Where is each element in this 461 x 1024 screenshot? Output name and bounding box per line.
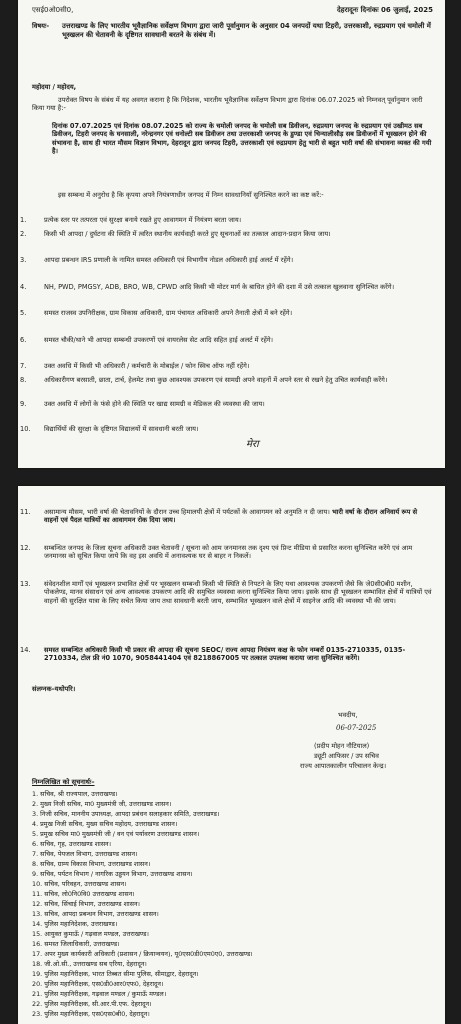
list-item: 8. सचिव, ग्राम्य विकास विभाग, उत्तराखण्ड शासन। (32, 860, 151, 868)
list-item: 1. सचिव, श्री राज्यपाल, उत्तराखण्ड। (32, 790, 118, 798)
list-item: 6. सचिव, गृह, उत्तराखण्ड शासन। (32, 840, 112, 848)
letter-page-2 (18, 486, 445, 1024)
initials-signature: मेरा (246, 439, 259, 450)
list-item: 5. प्रमुख सचिव मा0 मुख्यमंत्री जी / वन एवं पर्यावरण उत्तराखण्ड शासन। (32, 830, 200, 838)
closing: भवदीय, (338, 711, 358, 719)
list-item: 6. समस्त चौकी/थाने भी आपदा सम्बन्धी उपकरणों एवं वायरलेस सेट आदि सहित हाई अलर्ट में रहेंगे। (20, 336, 274, 344)
list-item: 17. अपर मुख्य कार्यकारी अधिकारी (प्रशासन / क्रियान्वयन), यू0एस0डी0एम0ए0, उत्तराखण्ड। (32, 950, 253, 958)
list-item: 3. निजी सचिव, माननीय उपाध्यक्ष, आपदा प्रबंधन सलाहकार समिति, उत्तराखण्ड। (32, 810, 220, 818)
list-item: 10. विद्यार्थियों की सुरक्षा के दृष्टिगत विद्यालयों में सावधानी बरती जाय। (20, 425, 199, 433)
list-item: 3. आपदा प्रबन्धन IRS प्रणाली के नामित समस्त अधिकारी एवं विभागीय नोडल अधिकारी हाई अलर्ट में रहेंगे। (20, 256, 294, 264)
list-item: 11. सचिव, लो0नि0वि0 उत्तराखण्ड शासन। (32, 890, 135, 898)
list-item: 14. समस्त सम्बन्धित अधिकारी किसी भी प्रकार की आपदा की सूचना SEOC/ राज्य आपदा नियंत्रण कक्ष के फोन नम्बरों 0135-2710335, 0135-2710334, टोल फ्री नं0 1070, 9058441404 एवं 8218867005 पर तत्काल उपलब्ध कराया जाना सुनिश्चित करेंगे। (20, 646, 406, 663)
signatory-name: (प्रदीप मोहन नौटियाल) (314, 742, 370, 750)
letter-date: देहरादूनः दिनांकः 06 जुलाई, 2025 (337, 6, 433, 14)
list-item: 2. मुख्य निजी सचिव, मा0 मुख्यमंत्री जी, उत्तराखण्ड शासन। (32, 800, 172, 808)
list-item: 5. समस्त राजस्व उपनिरीक्षक, ग्राम विकास अधिकारी, ग्राम पंचायत अधिकारी अपने तैनाती क्षेत्रों में बने रहेंगे। (20, 309, 293, 317)
list-item: 22. पुलिस महानिरीक्षक, सी.आर.पी.एफ. देहरादून। (32, 1000, 152, 1008)
salutation: महोदया / महोदय, (32, 83, 77, 91)
list-item: 9. सचिव, पर्यटन विभाग / नागरिक उड्डयन विभाग, उत्तराखण्ड शासन। (32, 870, 193, 878)
intro-paragraph: उपरोक्त विषय के संबंध में यह अवगत कराना है कि निदेशक, भारतीय भूवैज्ञानिक सर्वेक्षण विभाग द्वारा दिनांक 06.07.2025 को निम्नवत् पूर्वानुमान जारी किया गया है:- (32, 96, 423, 113)
list-item: 12. सम्बन्धित जनपद के जिला सूचना अधिकारी उक्त चेतावनी / सूचना को आम जनमानस तक दृश्य एवं प्रिन्ट मीडिया से प्रसारित करना सुनिश्चित करेंगे एवं आम जनमानस को सूचित किया जाये कि वह इस अवधि में अनावश्यक घर से बाहर न निकलें। (20, 544, 413, 561)
list-item: 20. पुलिस महानिरीक्षक, एस0डी0आर0एफ0, देहरादून। (32, 980, 164, 988)
list-item: 1. प्रत्येक स्तर पर तत्परता एवं सुरक्षा बनाये रखते हुए आवागमन में नियंत्रण बरता जाय। (20, 216, 242, 224)
forecast-paragraph: दिनांक 07.07.2025 एवं दिनांक 08.07.2025 को राज्य के चमोली जनपद के चमोली सब डिवीजन, रुद्रप्रयाग जनपद के रुद्रप्रयाग एवं उखीमठ सब डिवीजन, टिहरी जनपद के घनसाली, नरेन्द्रनगर एवं धनोल्टी सब डिवीजन तथा उत्तरकाशी जनपद के डुण्डा एवं चिन्यालीसौड़ सब डिवीजनों में भूस्खलन होने की संभावना है, साथ ही भारत मौसम विज्ञान विभाग, देहरादून द्वारा जनपद टिहरी, उत्तरकाशी एवं रुद्रप्रयाग हेतु भारी से बहुत भारी वर्षा की संभावना व्यक्त की गयी है। (52, 122, 432, 156)
list-item: 19. पुलिस महानिरीक्षक, भारत तिब्बत सीमा पुलिस, सीमाद्वार, देहरादून। (32, 970, 199, 978)
list-item: 8. अधिकारीगण बरसाती, छाता, टार्च, हेलमेट तथा कुछ आवश्यक उपकरण एवं सामग्री अपने वाहनों में अपने स्तर से रखने हेतु उचित कार्यवाही करेंगे। (20, 376, 388, 384)
enclosure: संलग्नक–यथोपरि। (32, 685, 76, 693)
list-item: 7. सचिव, पेयजल विभाग, उत्तराखण्ड शासन। (32, 850, 138, 858)
list-item: 15. आयुक्त कुमाऊँ / गढ़वाल मण्डल, उत्तराखण्ड। (32, 930, 149, 938)
list-item: 2. किसी भी आपदा / दुर्घटना की स्थिति में त्वरित स्थानीय कार्यवाही करते हुए सूचनाओं का तत्काल आदान-प्रदान किया जाय। (20, 230, 331, 238)
list-item: 11. असामान्य मौसम, भारी वर्षा की चेतावनियों के दौरान उच्च हिमालयी क्षेत्रों में पर्यटकों के आवागमन को अनुमति न दी जाय। भारी वर्षा के दौरान अनिवार्य रूप से वाहनों एवं पैदल यात्रियों का आवागमन रोक दिया जाय। (20, 508, 418, 525)
list-item: 10. सचिव, परिवहन, उत्तराखण्ड शासन। (32, 880, 127, 888)
list-item: 4. NH, PWD, PMGSY, ADB, BRO, WB, CPWD आदि किसी भी मोटर मार्ग के बाधित होने की दशा में उसे तत्काल खुलवाना सुनिश्चित करेंगे। (20, 283, 395, 291)
subject-text: उत्तराखण्ड के लिए भारतीय भूवैज्ञानिक सर्वेक्षण विभाग द्वारा जारी पूर्वानुमान के अनुसार 04 जनपदों यथा टिहरी, उत्तरकाशी, रुद्रप्रयाग एवं चमोली में भूस्खलन की चेतावनी के दृष्टिगत सावधानी बरतने के संबंध में। (62, 22, 431, 39)
list-item: 18. जी.ओ.सी., उत्तराखण्ड सब एरिया, देहरादून। (32, 960, 147, 968)
list-item: 16. समस्त जिलाधिकारी, उत्तराखण्ड। (32, 940, 120, 948)
signatory-post: ड्यूटी आफिसर / उप सचिव (314, 752, 379, 760)
signatory-org: राज्य आपातकालीन परिचालन केन्द्र। (300, 762, 387, 770)
request-paragraph: इस सम्बन्ध में अनुरोध है कि कृपया अपने नियंत्रणाधीन जनपद में निम्न सावधानियाँ सुनिश्चित करने का कष्ट करें:- (58, 191, 324, 199)
list-item: 23. पुलिस महानिरीक्षक, एस0एस0बी0, देहरादून। (32, 1010, 150, 1018)
list-item: 13. सचिव, आपदा प्रबन्धन विभाग, उत्तराखण्ड शासन। (32, 910, 159, 918)
letter-page-1 (18, 0, 445, 468)
list-item: 9. उक्त अवधि में लोगों के फंसे होने की स्थिति पर खाद्य सामग्री व मेडिकल की व्यवस्था की जाय। (20, 400, 265, 408)
copy-to-header: निम्नलिखित को सूचनार्थः– (32, 778, 95, 786)
list-item: 13. संवेदनशील मार्गों एवं भूस्खलन प्रभावित क्षेत्रों पर भूस्खलन सम्बन्धी किसी भी स्थिति से निपटने के लिए यथा आवश्यक उपकरणों जैसे कि जे0सी0बी0 मशीन, पोकलेण्ड, मानव संसाधन एवं अन्य आवश्यक उपकरण आदि की समुचित व्यवस्था करना सुनिश्चित किया जाय। इसके साथ ही भूस्खलन सम्भावित क्षेत्रों में यात्रियों एवं वाहनों की सुरक्षित यात्रा के लिए सचेत किया जाय तथा सावधानी बरती जाय, सम्भावित भूस्खलन वाले क्षेत्रों में साइनेज आदि की व्यवस्था भी की जाय। (20, 580, 432, 605)
signature: 06-07-2025 (336, 724, 377, 732)
subject-label: विषयः- (32, 22, 50, 30)
list-item: 12. सचिव, सिंचाई विभाग, उत्तराखण्ड शासन। (32, 900, 140, 908)
list-item: 7. उक्त अवधि में किसी भी अधिकारी / कर्मचारी के मोबाईल / फोन स्विच ऑफ नहीं रहेंगे। (20, 362, 250, 370)
reference-number: एसई0ओ0सी0, (32, 6, 74, 14)
list-item: 14. पुलिस महानिदेशक, उत्तराखण्ड। (32, 920, 118, 928)
list-item: 21. पुलिस महानिरीक्षक, गढ़वाल मण्डल / कुमाऊँ मण्डल। (32, 990, 167, 998)
list-item: 4. प्रमुख निजी सचिव, मुख्य सचिव महोदय, उत्तराखण्ड शासन। (32, 820, 178, 828)
